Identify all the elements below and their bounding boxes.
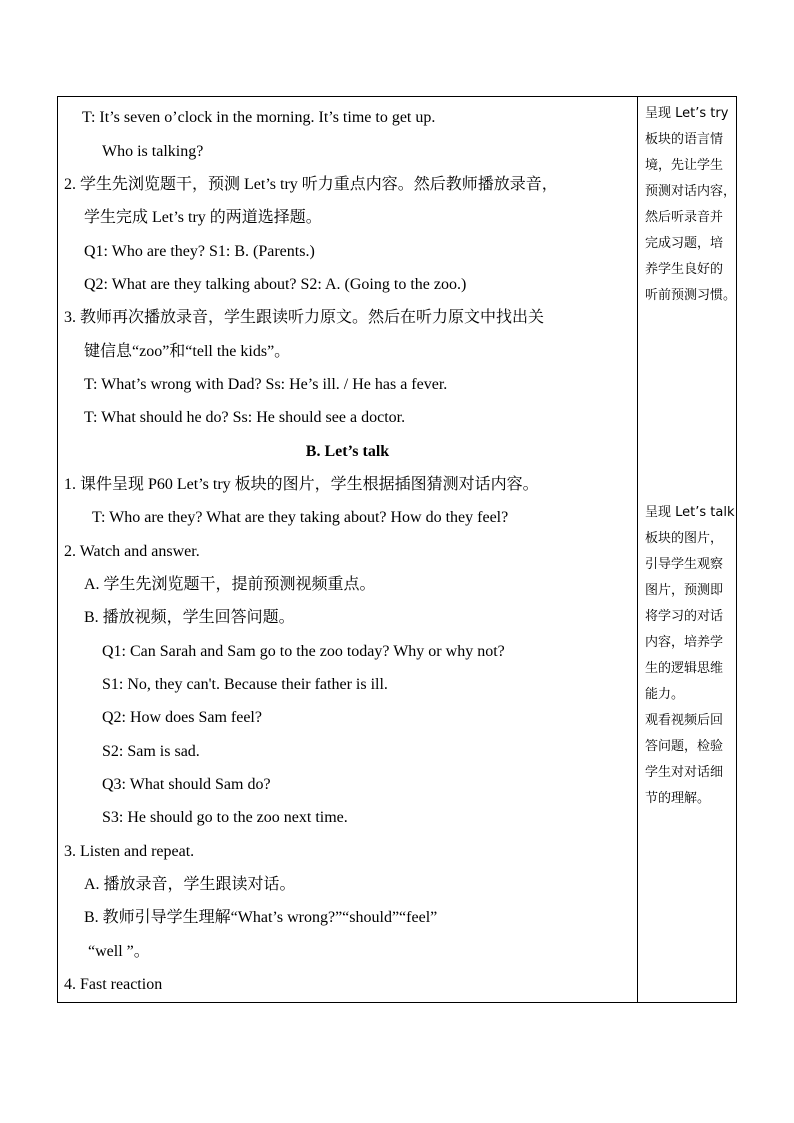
note-line: 内容，培养学 [645, 635, 724, 650]
note-line: 节的理解。 [645, 791, 711, 806]
note-line: 能力。 [645, 687, 685, 702]
text-line: S2: Sam is sad. [102, 743, 200, 760]
text-line: Q2: What are they talking about? S2: A. (Going to the zoo.) [84, 276, 467, 293]
text-line: B. 教师引导学生理解“What’s wrong?”“should”“feel” [84, 909, 438, 926]
text-line: S1: No, they can't. Because their father is ill. [102, 676, 388, 693]
note-line: 呈现 Let’s talk [645, 505, 735, 520]
note-line: 完成习题，培 [645, 236, 724, 251]
section-heading: B. Let’s talk [305, 443, 390, 460]
text-line: 3. 教师再次播放录音，学生跟读听力原文。然后在听力原文中找出关 [64, 309, 545, 326]
text-line: Q3: What should Sam do? [102, 776, 271, 793]
text-line: A. 学生先浏览题干，提前预测视频重点。 [84, 576, 376, 593]
text-line: 2. 学生先浏览题干，预测 Let’s try 听力重点内容。然后教师播放录音， [64, 176, 558, 193]
note-line: 然后听录音并 [645, 210, 724, 225]
text-line: 4. Fast reaction [64, 976, 163, 993]
note-line: 板块的语言情 [645, 132, 724, 147]
text-line: Q1: Can Sarah and Sam go to the zoo today? Why or why not? [102, 643, 505, 660]
lesson-plan-table [57, 96, 737, 1003]
note-lets-talk [645, 500, 737, 812]
note-line: 引导学生观察 [645, 557, 724, 572]
text-line: S3: He should go to the zoo next time. [102, 809, 348, 826]
text-line: 2. Watch and answer. [64, 543, 200, 560]
text-line: 键信息“zoo”和“tell the kids”。 [84, 343, 291, 360]
note-line: 预测对话内容， [645, 184, 737, 199]
note-line: 听前预测习惯。 [645, 288, 737, 303]
note-lets-try [645, 101, 737, 309]
note-line: 学生对对话细 [645, 765, 724, 780]
text-line: T: It’s seven o’clock in the morning. It’s time to get up. [82, 109, 436, 126]
text-line: T: Who are they? What are they taking about? How do they feel? [92, 509, 509, 526]
note-line: 将学习的对话 [645, 609, 724, 624]
text-line: Who is talking? [102, 143, 204, 160]
note-line: 养学生良好的 [645, 262, 724, 277]
text-line: Q1: Who are they? S1: B. (Parents.) [84, 243, 315, 260]
text-line: 3. Listen and repeat. [64, 843, 195, 860]
note-line: 境，先让学生 [645, 158, 724, 173]
text-line: B. 播放视频，学生回答问题。 [84, 609, 295, 626]
text-line: 学生完成 Let’s try 的两道选择题。 [84, 209, 322, 226]
note-line: 答问题，检验 [645, 739, 724, 754]
text-line: T: What’s wrong with Dad? Ss: He’s ill. / He has a fever. [84, 376, 448, 393]
note-line: 板块的图片， [645, 531, 724, 546]
text-line: “well ”。 [88, 943, 150, 960]
text-line: A. 播放录音，学生跟读对话。 [84, 876, 296, 893]
note-line: 图片，预测即 [645, 583, 724, 598]
column-divider [637, 97, 638, 1002]
text-line: 1. 课件呈现 P60 Let’s try 板块的图片，学生根据插图猜测对话内容。 [64, 476, 539, 493]
note-line: 生的逻辑思维 [645, 661, 724, 676]
note-line: 呈现 Let’s try [645, 106, 729, 121]
text-line: Q2: How does Sam feel? [102, 709, 262, 726]
text-line: T: What should he do? Ss: He should see a doctor. [84, 409, 406, 426]
note-line: 观看视频后回 [645, 713, 724, 728]
